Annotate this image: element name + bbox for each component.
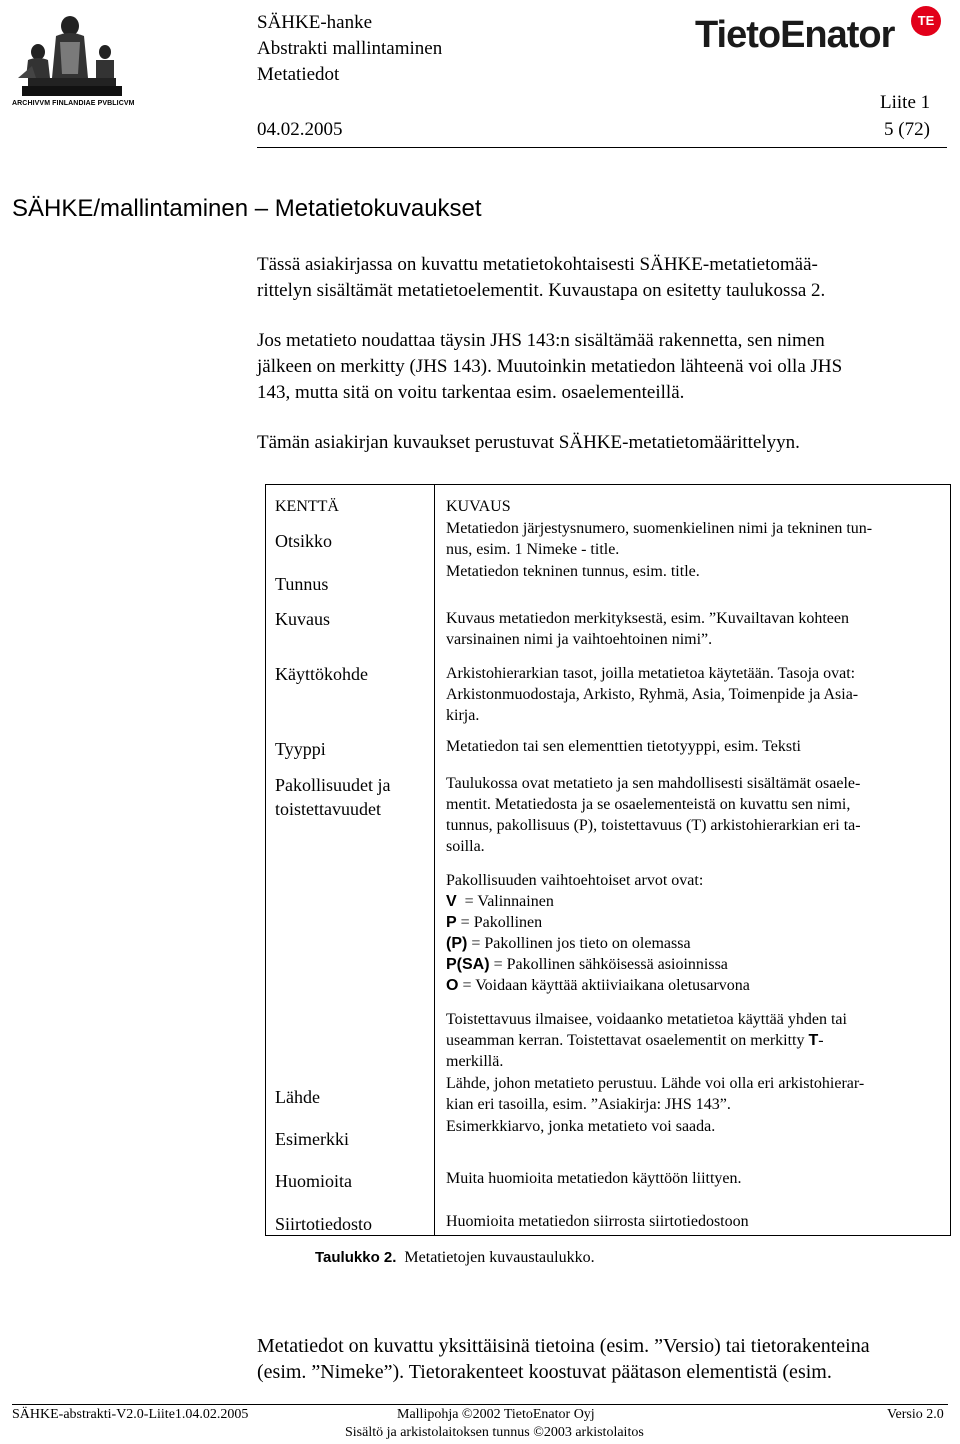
desc-line: Arkistonmuodostaja, Arkisto, Ryhmä, Asia, Toimenpide ja Asia- (446, 686, 859, 703)
field-label-tunnus: Tunnus (275, 574, 329, 594)
desc-line: mentit. Metatiedosta ja se osaelementeistä on kuvattu sen nimi, (446, 796, 851, 813)
table-header-kentta: KENTTÄ (275, 498, 339, 515)
archive-logo-emblem-icon (12, 8, 135, 114)
desc-line: soilla. (446, 838, 485, 855)
outro-paragraph (257, 1333, 947, 1385)
desc-tunnus (446, 561, 951, 582)
intro-line: jälkeen on merkitty (JHS 143). Muutoinkin metatiedon lähteenä voi olla JHS (257, 356, 843, 377)
intro-paragraph-1 (257, 252, 947, 304)
field-label-line: toistettavuudet (275, 799, 381, 819)
intro-paragraph-2 (257, 328, 947, 406)
desc-otsikko (446, 518, 951, 560)
option-text: = Pakollinen sähköisessä asioinnissa (489, 956, 728, 973)
footer-template: Mallipohja ©2002 TietoEnator Oyj (397, 1407, 595, 1422)
desc-kayttokohde (446, 663, 951, 726)
caption-text: Metatietojen kuvaustaulukko. (404, 1249, 595, 1266)
desc-line: Metatiedon järjestysnumero, suomenkielinen nimi ja tekninen tun- (446, 520, 873, 537)
desc-line: Muita huomioita metatiedon käyttöön liittyen. (446, 1170, 742, 1187)
tietoenator-wordmark: TietoEnator (695, 14, 895, 56)
field-label-esimerkki: Esimerkki (275, 1129, 349, 1149)
field-label-huomioita: Huomioita (275, 1171, 352, 1191)
document-date: 04.02.2005 (257, 119, 343, 140)
attachment-label: Liite 1 (880, 92, 931, 113)
desc-kuvaus (446, 608, 951, 650)
te-badge-text: TE (917, 13, 935, 28)
intro-line: Jos metatieto noudattaa täysin JHS 143:n sisältämää rakennetta, sen nimen (257, 330, 825, 351)
desc-line: Metatiedon tekninen tunnus, esim. title. (446, 563, 700, 580)
option-code: P (446, 914, 457, 931)
desc-line: merkillä. (446, 1053, 504, 1070)
desc-line (446, 1030, 951, 1051)
desc-huomioita (446, 1168, 951, 1189)
table-header-kuvaus: KUVAUS (446, 498, 511, 515)
te-badge-icon (911, 6, 941, 36)
desc-text: useamman kerran. Toistettavat osaelementit on merkitty (446, 1032, 809, 1049)
header-rule (257, 147, 947, 148)
option-text: = Pakollinen jos tieto on olemassa (467, 935, 691, 952)
field-label-kuvaus: Kuvaus (275, 609, 330, 629)
intro-line: 143, mutta sitä on voitu tarkentaa esim. osaelementeillä. (257, 382, 685, 403)
field-label-kayttokohde: Käyttökohde (275, 664, 368, 684)
header-subject: Abstrakti mallintaminen (257, 38, 443, 59)
option-text: = Voidaan käyttää aktiiviaikana oletusarvona (458, 977, 750, 994)
option-row (446, 954, 951, 975)
repeat-code: T (808, 1032, 819, 1049)
desc-line: Metatiedon tai sen elementtien tietotyyppi, esim. Teksti (446, 738, 801, 755)
header-section: Metatiedot (257, 64, 340, 85)
desc-line: kirja. (446, 707, 480, 724)
desc-line: Esimerkkiarvo, jonka metatieto voi saada. (446, 1118, 716, 1135)
footer-rule (12, 1404, 948, 1405)
table-caption (315, 1247, 595, 1268)
page-title: SÄHKE/mallintaminen – Metatietokuvaukset (12, 195, 482, 222)
desc-tyyppi (446, 736, 951, 757)
archive-logo-text: ARCHIVVM FINLANDIAE PVBLICVM (12, 100, 135, 107)
page-number: 5 (72) (884, 119, 930, 140)
desc-vaihtoehdot (446, 870, 951, 996)
intro-line: Tässä asiakirjassa on kuvattu metatietokohtaisesti SÄHKE-metatietomää- (257, 254, 818, 275)
desc-line: Arkistohierarkian tasot, joilla metatietoa käytetään. Tasoja ovat: (446, 665, 856, 682)
desc-siirtotiedosto (446, 1211, 951, 1232)
field-label-tyyppi: Tyyppi (275, 739, 326, 759)
desc-line: Kuvaus metatiedon merkityksestä, esim. ”Kuvailtavan kohteen (446, 610, 849, 627)
tietoenator-logo (695, 6, 945, 62)
desc-line: varsinainen nimi ja vaihtoehtoinen nimi”. (446, 631, 713, 648)
option-code: P(SA) (446, 956, 490, 973)
option-row (446, 912, 951, 933)
option-text: = Pakollinen (456, 914, 543, 931)
desc-pakollisuudet (446, 773, 951, 857)
outro-line: Metatiedot on kuvattu yksittäisinä tietoina (esim. ”Versio) tai tietorakenteina (257, 1335, 870, 1357)
outro-line: (esim. ”Nimeke”). Tietorakenteet koostuvat päätason elementistä (esim. (257, 1361, 832, 1383)
desc-line: Lähde, johon metatieto perustuu. Lähde voi olla eri arkistohierar- (446, 1075, 865, 1092)
desc-line: Taulukossa ovat metatieto ja sen mahdollisesti sisältämät osaele- (446, 775, 861, 792)
desc-line: tunnus, pakollisuus (P), toistettavuus (T) arkistohierarkian eri ta- (446, 817, 861, 834)
caption-label: Taulukko 2. (315, 1249, 397, 1266)
header-project: SÄHKE-hanke (257, 12, 373, 33)
option-row (446, 891, 951, 912)
desc-toistettavuus (446, 1009, 951, 1072)
option-code: O (446, 977, 459, 994)
desc-line: Huomioita metatiedon siirrosta siirtotiedostoon (446, 1213, 749, 1230)
desc-text: - (818, 1032, 824, 1049)
field-label-lahde: Lähde (275, 1087, 320, 1107)
desc-line: kian eri tasoilla, esim. ”Asiakirja: JHS 143”. (446, 1096, 731, 1113)
option-row (446, 933, 951, 954)
field-label-line: Pakollisuudet ja (275, 775, 391, 795)
option-code: (P) (446, 935, 468, 952)
footer-version: Versio 2.0 (887, 1407, 944, 1422)
option-row (446, 975, 951, 996)
desc-line: nus, esim. 1 Nimeke - title. (446, 541, 620, 558)
footer-filename: SÄHKE-abstrakti-V2.0-Liite1.04.02.2005 (12, 1407, 249, 1422)
field-label-otsikko: Otsikko (275, 531, 333, 551)
desc-line: Toistettavuus ilmaisee, voidaanko metatietoa käyttää yhden tai (446, 1011, 847, 1028)
table-column-divider (434, 484, 435, 1236)
archive-logo (12, 8, 135, 114)
footer-copyright: Sisältö ja arkistolaitoksen tunnus ©2003 arkistolaitos (345, 1425, 644, 1440)
desc-esimerkki (446, 1116, 951, 1137)
option-text: = Valinnainen (456, 893, 554, 910)
desc-lahde (446, 1073, 951, 1115)
field-label-siirtotiedosto: Siirtotiedosto (275, 1214, 373, 1234)
intro-line: rittelyn sisältämät metatietoelementit. Kuvaustapa on esitetty taulukossa 2. (257, 280, 826, 301)
intro-line: Tämän asiakirjan kuvaukset perustuvat SÄHKE-metatietomäärittelyyn. (257, 432, 800, 453)
option-code: V (446, 893, 457, 910)
desc-line: Pakollisuuden vaihtoehtoiset arvot ovat: (446, 872, 704, 889)
field-label-pakollisuudet (275, 773, 391, 821)
intro-paragraph-3 (257, 430, 947, 456)
